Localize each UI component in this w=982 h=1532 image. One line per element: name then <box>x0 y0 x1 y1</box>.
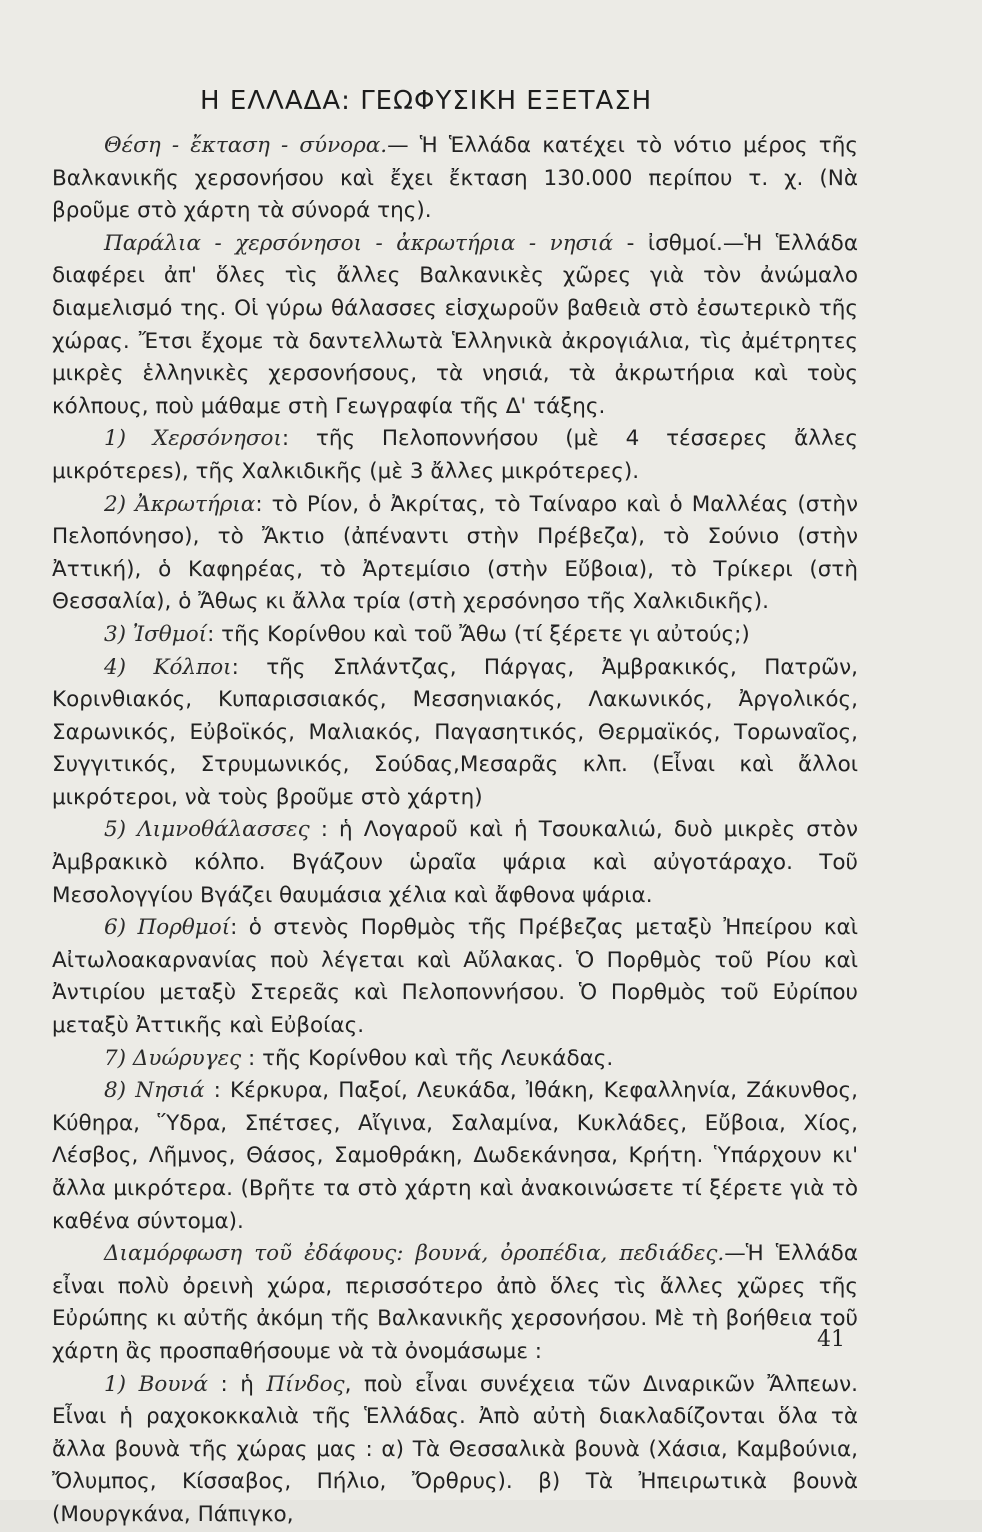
item-heading: 8) Νησιά <box>104 1078 205 1104</box>
page-title: Η ΕΛΛΑΔΑ: ΓΕΩΦΥΣΙΚΗ ΕΞΕΤΑΣΗ <box>200 86 653 116</box>
page-number: 41 <box>817 1327 845 1352</box>
list-item-canals: 7) Δυώρυγες : τῆς Κορίνθου καὶ τῆς Λευκάδας. <box>104 1045 614 1071</box>
list-item-lagoons: 5) Λιμνοθάλασσες : ἡ Λογαροῦ καὶ ἡ Τσουκαλιώ, δυὸ μικρὲς στὸν Ἀμβρακικὸ κόλπο. Βγάζουν ὡραῖα ψάρια καὶ αὐγοτάραχο. Τοῦ Μεσολογγίου Βγάζει θαυμάσια χέλια καὶ ἄφθονα ψάρια. <box>52 817 859 908</box>
item-heading: 7) Δυώρυγες <box>104 1045 242 1071</box>
item-heading: 4) Κόλποι <box>104 654 232 680</box>
paragraph-position: Θέση - ἔκταση - σύνορα.— Ἡ Ἑλλάδα κατέχει τὸ νότιο μέρος τῆς Βαλκανικῆς χερσονήσου καὶ ἔχει ἔκταση 130.000 περίπου τ. χ. (Νὰ βροῦμε στὸ χάρτη τὰ σύνορά της). <box>52 133 858 224</box>
section-heading: Θέση - ἔκταση - σύνορα. <box>104 133 388 158</box>
list-item-islands: 8) Νησιά : Κέρκυρα, Παξοί, Λευκάδα, Ἰθάκη, Κεφαλληνία, Ζάκυνθος, Κύθηρα, Ὕδρα, Σπέτσες, Αἴγινα, Σαλαμίνα, Κυκλάδες, Εὔβοια, Χίος, Λέσβος, Λῆμνος, Θάσος, Σαμοθράκη, Δωδεκάνησα, Κρήτη. Ὑπάρχουν κι' ἄλλα μικρότερα. (Βρῆτε τα στὸ χάρτη καὶ ἀνακοινώσετε τί ξέρετε γιὰ τὸ καθένα σύντομα). <box>52 1078 858 1234</box>
paragraph-terrain: Διαμόρφωση τοῦ ἐδάφους: βουνά, ὀροπέδια, πεδιάδες.—Ἡ Ἑλλάδα εἶναι πολὺ ὀρεινὴ χώρα, περισσότερο ἀπὸ ὅλες τὶς ἄλλες χῶρες τῆς Εὐρώπης κι αὐτῆς ἀκόμη τῆς Βαλκανικῆς χερσονήσου. Μὲ τὴ βοήθεια τοῦ χάρτη ἂς προσπαθήσουμε νὰ τὰ ὀνομάσωμε : <box>52 1241 858 1364</box>
list-item-isthmuses: 3) Ἰσθμοί: τῆς Κορίνθου καὶ τοῦ Ἄθω (τί ξέρετε γι αὐτούς;) <box>104 621 750 647</box>
item-heading: 1) Χερσόνησοι <box>104 426 282 452</box>
list-item-gulfs: 4) Κόλποι: τῆς Σπλάντζας, Πάργας, Ἀμβρακικός, Πατρῶν, Κορινθιακός, Κυπαρισσιακός, Μεσσηνιακός, Λακωνικός, Ἀργολικός, Σαρωνικός, Εὐβοϊκός, Μαλιακός, Παγασητικός, Θερμαϊκός, Τορωναῖος, Συγγιτικός, Στρυμωνικός, Σούδας,Μεσαρᾶς κλπ. (Εἶναι καὶ ἄλλοι μικρότεροι, νὰ τοὺς βροῦμε στὸ χάρτη) <box>52 654 858 810</box>
paragraph-coasts: Παράλια - χερσόνησοι - ἀκρωτήρια - νησιά - ἰσθμοί.—Ἡ Ἑλλάδα διαφέρει ἀπ' ὅλες τὶς ἄλλες Βαλκανικὲς χῶρες γιὰ τὸν ἀνώμαλο διαμελισμό της. Οἱ γύρω θάλασσες εἰσχωροῦν βαθειὰ στὸ ἐσωτερικὸ τῆς χώρας. Ἔτσι ἔχομε τὰ δαντελλωτὰ Ἑλληνικὰ ἀκρογιάλια, τὶς ἀμέτρητες μικρὲς ἑλληνικὲς χερσονήσους, τὰ νησιά, τὰ ἀκρωτήρια καὶ τοὺς κόλπους, ποὺ μάθαμε στὴ Γεωγραφία τῆς Δ' τάξης. <box>52 230 859 419</box>
item-heading: 2) Ἀκρωτήρια <box>104 491 256 517</box>
section-heading: Διαμόρφωση τοῦ ἐδάφους: βουνά, ὀροπέδια, πεδιάδες. <box>104 1241 725 1267</box>
list-item-straits: 6) Πορθμοί: ὁ στενὸς Πορθμὸς τῆς Πρέβεζας μεταξὺ Ἠπείρου καὶ Αἰτωλοακαρνανίας ποὺ λέγεται καὶ Αὔλακας. Ὁ Πορθμὸς τοῦ Ρίου καὶ Ἀντιρίου μεταξὺ Στερεᾶς καὶ Πελοποννήσου. Ὁ Πορθμὸς τοῦ Εὐρίπου μεταξὺ Ἀττικῆς καὶ Εὐβοίας. <box>52 915 858 1039</box>
item-heading: 3) Ἰσθμοί <box>104 621 208 647</box>
item-heading: 6) Πορθμοί <box>104 915 231 941</box>
list-item-capes: 2) Ἀκρωτήρια: τὸ Ρίον, ὁ Ἀκρίτας, τὸ Ταίναρο καὶ ὁ Μαλλέας (στὴν Πελοπόνησο), τὸ Ἄκτιο (ἀπέναντι στὴν Πρέβεζα), τὸ Σούνιο (στὴν Ἀττική), ὁ Καφηρέας, τὸ Ἀρτεμίσιο (στὴν Εὔβοια), τὸ Τρίκερι (στὴ Θεσσαλία), ὁ Ἄθως κι ἄλλα τρία (στὴ χερσόνησο τῆς Χαλκιδικῆς). <box>52 491 859 615</box>
list-item-mountains: 1) Βουνά : ἡ Πίνδος, ποὺ εἶναι συνέχεια τῶν Διναρικῶν Ἄλπεων. Εἶναι ἡ ραχοκοκκαλιὰ τῆς Ἑλλάδας. Ἀπὸ αὐτὴ διακλαδίζονται ὅλα τὰ ἄλλα βουνὰ τῆς χώρας μας : α) Τὰ Θεσσαλικὰ βουνὰ (Χάσια, Καμβούνια, Ὄλυμπος, Κίσσαβος, Πήλιο, Ὄρθρυς). β) Τὰ Ἠπειρωτικὰ βουνὰ (Μουργκάνα, Πάπιγκο, <box>52 1371 858 1527</box>
item-heading: Πίνδος <box>266 1371 345 1397</box>
section-heading: Παράλια - χερσόνησοι - ἀκρωτήρια - νησιά <box>104 230 614 256</box>
body-text <box>52 130 858 1532</box>
list-item-peninsulas: 1) Χερσόνησοι: τῆς Πελοποννήσου (μὲ 4 τέσσερες ἄλλες μικρότερεs), τῆς Χαλκιδικῆς (μὲ 3 ἄλλες μικρότερες). <box>52 426 858 484</box>
item-heading: 5) Λιμνοθάλασσες <box>104 817 310 843</box>
item-heading: 1) Βουνά <box>104 1371 208 1397</box>
